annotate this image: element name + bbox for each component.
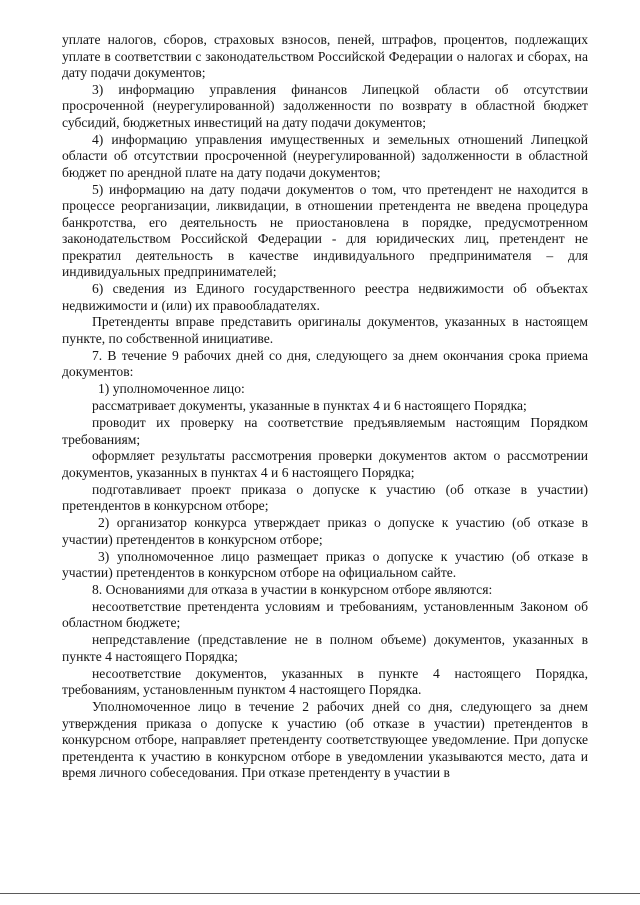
bottom-edge-line bbox=[0, 893, 640, 894]
document-body bbox=[62, 32, 588, 782]
paragraph-item-4: 4) информацию управления имущественных и земельных отношений Липецкой области об отсутствии просроченной (неурегулированной) задолженности в областной бюджет по арендной плате на дату подачи документов; bbox=[62, 131, 588, 180]
paragraph-notification: Уполномоченное лицо в течение 2 рабочих дней со дня, следующего за днем утверждения приказа о допуске к участию (об отказе в участии) претендентов в конкурсном отборе, направляет претенденту соответствующее уведомление. При допуске претендента к участию в конкурсном отборе в уведомлении указываются место, дата и время личного собеседования. При отказе претенденту в участии в bbox=[62, 699, 588, 781]
paragraph-7-2: 2) организатор конкурса утверждает приказ о допуске к участию (об отказе в участии) претендентов в конкурсном отборе; bbox=[62, 515, 588, 547]
paragraph-item-3: 3) информацию управления финансов Липецкой области об отсутствии просроченной (неурегулированной) задолженности по возврату в областной бюджет субсидий, бюджетных инвестиций на дату подачи документов; bbox=[62, 81, 588, 130]
paragraph-7-1-d: подготавливает проект приказа о допуске к участию (об отказе в участии) претендентов в конкурсном отборе; bbox=[62, 481, 588, 514]
paragraph-8-a: несоответствие претендента условиям и требованиям, установленным Законом об областном бюджете; bbox=[62, 598, 588, 631]
paragraph-7-1-c: оформляет результаты рассмотрения проверки документов актом о рассмотрении документов, указанных в пунктах 4 и 6 настоящего Порядка; bbox=[62, 448, 588, 480]
paragraph-7-1-a: рассматривает документы, указанные в пунктах 4 и 6 настоящего Порядка; bbox=[92, 398, 527, 414]
paragraph-7-1: 1) уполномоченное лицо: bbox=[98, 381, 245, 397]
paragraph-item-6: 6) сведения из Единого государственного реестра недвижимости об объектах недвижимости и (или) их правообладателях. bbox=[62, 281, 588, 313]
paragraph-originals: Претенденты вправе представить оригиналы документов, указанных в настоящем пункте, по собственной инициативе. bbox=[62, 314, 588, 346]
paragraph-8-c: несоответствие документов, указанных в пункте 4 настоящего Порядка, требованиям, установленным пунктом 4 настоящего Порядка. bbox=[62, 665, 588, 698]
paragraph-item-5: 5) информацию на дату подачи документов о том, что претендент не находится в процессе реорганизации, ликвидации, в отношении претендента не введена процедура банкротства, его деятельность не приостановлена в порядке, предусмотренном законодательством Российской Федерации - для юридических лиц, претендент не прекратил деятельность в качестве индивидуального предпринимателя – для индивидуальных предпринимателей; bbox=[62, 181, 588, 280]
paragraph-section-7: 7. В течение 9 рабочих дней со дня, следующего за днем окончания срока приема документов: bbox=[62, 347, 588, 380]
paragraph-continuation: уплате налогов, сборов, страховых взносов, пеней, штрафов, процентов, подлежащих уплате в соответствии с законодательством Российской Федерации о налогах и сборах, на дату подачи документов; bbox=[62, 32, 588, 80]
paragraph-section-8: 8. Основаниями для отказа в участии в конкурсном отборе являются: bbox=[92, 581, 493, 597]
paragraph-8-b: непредставление (представление не в полном объеме) документов, указанных в пункте 4 настоящего Порядка; bbox=[62, 632, 588, 664]
paragraph-7-1-b: проводит их проверку на соответствие предъявляемым настоящим Порядком требованиям; bbox=[62, 415, 588, 447]
paragraph-7-3: 3) уполномоченное лицо размещает приказ о допуске к участию (об отказе в участии) претендентов в конкурсном отборе на официальном сайте. bbox=[62, 548, 588, 581]
